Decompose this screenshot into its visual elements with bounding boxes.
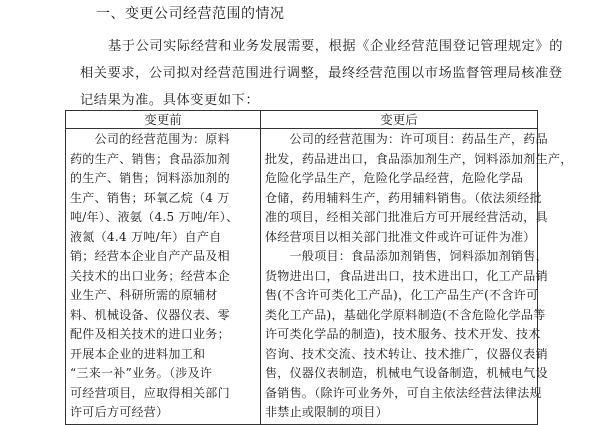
- after-line: 许可类化学品的制造)，技术服务、技术开发、技术: [265, 327, 541, 341]
- before-line: 药的生产、销售；食品添加剂: [70, 151, 230, 166]
- after-line: 危险化学品生产，危险化学品经营，危险化学品: [265, 171, 524, 185]
- intro-line: 记结果为准。具体变更如下：: [80, 93, 260, 108]
- before-line: 料、机械设备、仪器仪表、零: [70, 307, 230, 322]
- before-line: 业生产、科研所需的原辅材: [70, 288, 218, 302]
- before-line: 配件及相关技术的进口业务；: [70, 327, 230, 341]
- before-line: 液氮（4.4 万吨/年）自产自: [70, 229, 222, 244]
- after-line: 咨询、技术交流、技术转让、技术推广，仪器仪表销: [265, 346, 548, 361]
- change-table: [65, 110, 573, 425]
- after-line: 准的项目，经相关部门批准后方可开展经营活动，具: [265, 210, 548, 224]
- before-line: “三来一补”业务。（涉及许: [70, 366, 213, 380]
- before-line: 吨/年）、液氨（4.5 万吨/年）、: [70, 210, 239, 224]
- header-after: 变更后: [261, 111, 538, 129]
- after-line: 仓储，药用辅料生产，药用辅料销售。（依法须经批: [265, 190, 542, 205]
- intro-line: 相关要求，公司拟对经营范围进行调整，最终经营范围以市场监督管理局核准登: [80, 66, 563, 81]
- before-line: 许可后方可经营）: [70, 405, 169, 419]
- after-line: 类化工产品)，基础化学原料制造(不含危险化学品等: [265, 307, 546, 322]
- after-line: 公司的经营范围为：许可项目：药品生产，药品: [265, 132, 548, 146]
- after-line: 货物进出口，食品进出口，技术进出口，化工产品销: [265, 268, 548, 283]
- after-line: 非禁止或限制的项目）: [265, 405, 389, 419]
- before-line: 开展本企业的进料加工和: [70, 346, 206, 361]
- before-line: 生产、销售；环氧乙烷（4 万: [70, 190, 230, 205]
- after-line: 售，仪器仪表制造，机械电气设备制造，机械电气设: [265, 366, 548, 380]
- before-line: 关技术的出口业务；经营本企: [70, 268, 230, 283]
- before-line: 公司的经营范围为：原料: [70, 132, 230, 146]
- intro-paragraph: [80, 33, 563, 114]
- intro-line: 基于公司实际经营和业务发展需要，根据《企业经营范围登记管理规定》的: [108, 39, 563, 54]
- after-line: 一般项目：食品添加剂销售，饲料添加剂销售，: [265, 249, 548, 263]
- after-line: 体经营项目以相关部门批准文件或许可证件为准）: [265, 229, 536, 244]
- before-line: 可经营项目，应取得相关部门: [70, 385, 230, 400]
- header-before: 变更前: [66, 111, 261, 129]
- table-row: [66, 129, 538, 425]
- before-line: 销；经营本企业自产产品及相: [70, 249, 230, 263]
- before-scope-cell: [66, 129, 261, 425]
- before-line: 的生产、销售；饲料添加剂的: [70, 171, 230, 185]
- section-heading: 一、变更公司经营范围的情况: [96, 6, 285, 22]
- after-scope-cell: [261, 129, 573, 425]
- table-header-row: [66, 111, 538, 129]
- after-line: 备销售。（除许可业务外，可自主依法经营法律法规: [265, 385, 542, 400]
- after-line: 售(不含许可类化工产品)，化工产品生产(不含许可: [265, 288, 539, 302]
- after-line: 批发，药品进出口，食品添加剂生产，饲料添加剂生产，: [265, 151, 573, 166]
